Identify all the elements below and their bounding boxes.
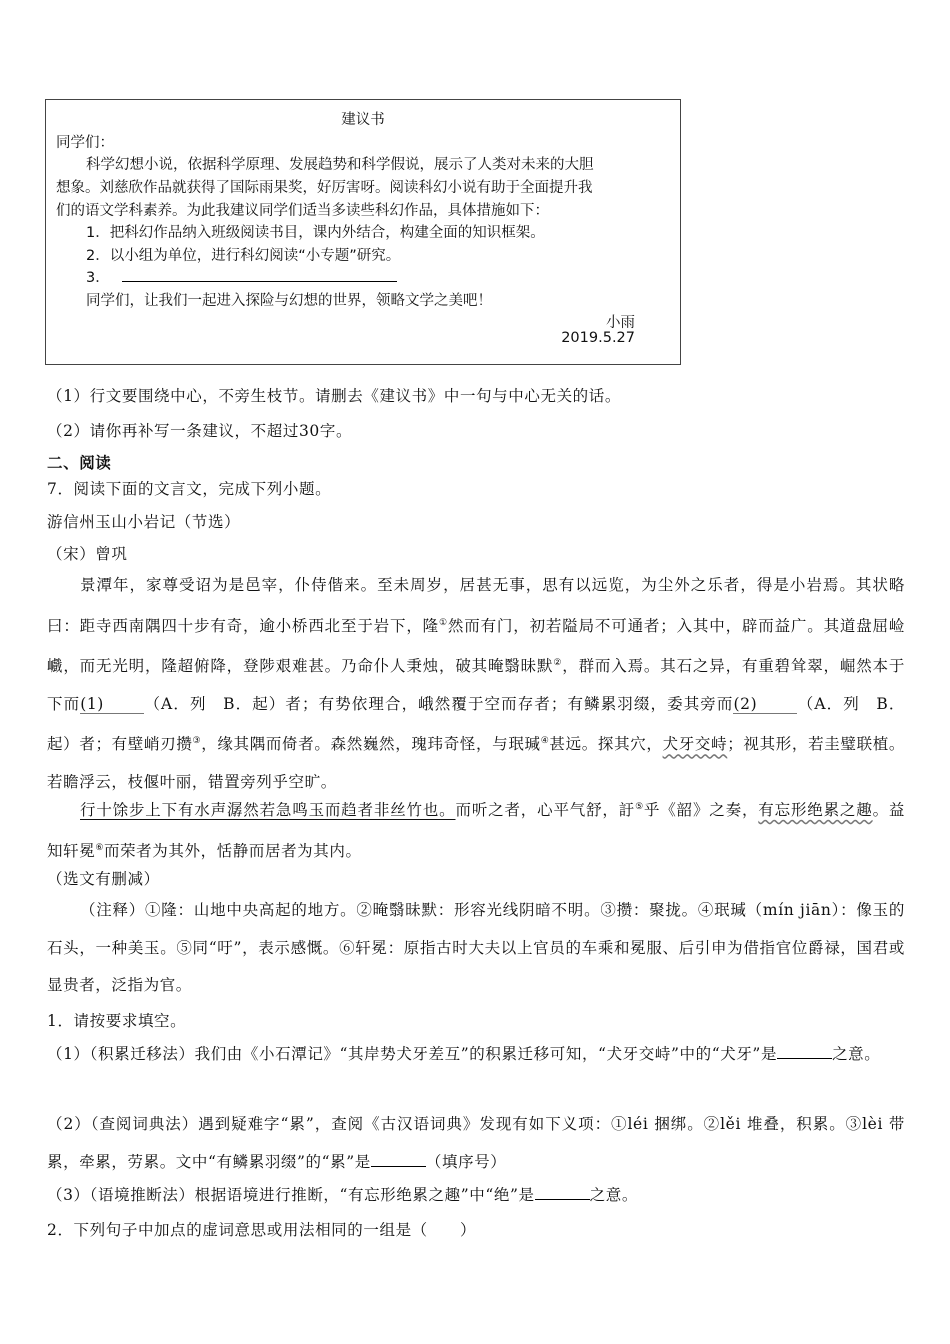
letter-date: 2019.5.27: [561, 330, 635, 346]
letter-item-3: [86, 266, 670, 287]
passage-source: （选文有删减）: [47, 870, 160, 888]
section-heading: 二、阅读: [47, 453, 112, 472]
letter-closing: 同学们，让我们一起进入探险与幻想的世界，领略文学之美吧！: [86, 293, 492, 309]
question-1: 1．请按要求填空。: [47, 1012, 187, 1030]
answer-blank[interactable]: [371, 1152, 426, 1167]
q6-sub2: （2）请你再补写一条建议，不超过30字。: [47, 422, 353, 440]
letter-item-2: 2．以小组为单位，进行科幻阅读“小专题”研究。: [86, 248, 401, 264]
answer-blank[interactable]: [777, 1044, 832, 1059]
passage-title: 游信州玉山小岩记（节选）: [47, 513, 241, 531]
item-3-blank: [122, 267, 397, 282]
passage-paragraph-1: 景潭年，家尊受诏为是邑宰，仆侍偕来。至未周岁，居甚无事，思有以远览，为尘外之乐者，得是小岩焉。其状略曰：距寺西南隅四十步有奇，逾小桥西北至于岩下，隆①然而有门，初若隘局不可通者；入其中，辟而益广。其道盘屈崄巇，而无光明，隆超俯降，登陟艰难甚。乃命仆人秉烛，破其晻翳昧默②，群而入焉。其石之异，有重碧耸翠，崛然本于下而(1) （A．列 B．起）者；有势依理合，峨然覆于空而存者；有鳞累羽缀，委其旁而(2) （A．列 B．起）者；有壁峭刃攒③，缘其隅而倚者。森然巍然，瑰玮奇怪，与珉瑊④甚远。探其穴，犬牙交峙；视其形，若圭璧联植。若瞻浮云，枝偃叶丽，错置旁列乎空旷。: [47, 576, 906, 791]
item-3-number: 3．: [86, 270, 110, 286]
letter-signature: 小雨: [606, 315, 635, 331]
proposal-letter-image: [45, 99, 681, 365]
passage-notes: （注释）①隆：山地中央高起的地方。②晻翳昧默：形容光线阴暗不明。③攒：聚拢。④珉瑊（mín jiān）：像玉的石头，一种美玉。⑤同“吁”，表示感慨。⑥轩冕：原指古时大夫以上官员的车乘和冕服、后引申为借指官位爵禄，国君或显贵者，泛指为官。: [47, 901, 905, 994]
blank-2[interactable]: (2): [733, 695, 797, 714]
q6-sub1: （1）行文要围绕中心，不旁生枝节。请删去《建议书》中一句与中心无关的话。: [47, 387, 621, 405]
question-1-1: （1）（积累迁移法）我们由《小石潭记》“其岸势犬牙差互”的积累迁移可知，“犬牙交峙”中的“犬牙”是 之意。: [47, 1045, 881, 1063]
question-1-2: （2）（查阅词典法）遇到疑难字“累”，查阅《古汉语词典》发现有如下义项：①léi 捆绑。②lěi 堆叠，积累。③lèi 带累，牵累，劳累。文中“有鳞累羽缀”的“累”是 （填序号）: [47, 1115, 905, 1171]
letter-body-line: 们的语文学科素养。为此我建议同学们适当多读些科幻作品，具体措施如下：: [56, 203, 549, 219]
wavy-phrase: 犬牙交峙: [662, 735, 728, 754]
wavy-phrase: 有忘形绝累之趣: [758, 801, 873, 820]
underlined-sentence: 行十馀步上下有水声潺然若急鸣玉而趋者非丝竹也。: [80, 801, 456, 820]
passage-author: （宋）曾巩: [47, 545, 128, 563]
letter-item-1: 1．把科幻作品纳入班级阅读书目，课内外结合，构建全面的知识框架。: [86, 225, 545, 241]
letter-body-line: 想象。刘慈欣作品就获得了国际雨果奖，好厉害呀。阅读科幻小说有助于全面提升我: [56, 180, 593, 196]
q7-prompt: 7．阅读下面的文言文，完成下列小题。: [47, 480, 332, 498]
question-2: 2．下列句子中加点的虚词意思或用法相同的一组是（ ）: [47, 1221, 477, 1239]
letter-title: 建议书: [341, 112, 385, 128]
letter-greeting: 同学们：: [56, 135, 114, 151]
blank-1[interactable]: (1): [80, 695, 144, 714]
answer-blank[interactable]: [535, 1185, 590, 1200]
passage-paragraph-2: 行十馀步上下有水声潺然若急鸣玉而趋者非丝竹也。而听之者，心平气舒，訏⑤乎《韶》之奏，有忘形绝累之趣。益知轩冕⑥而荣者为其外，恬静而居者为其内。: [47, 801, 906, 860]
letter-body-line: 科学幻想小说，依据科学原理、发展趋势和科学假说，展示了人类对未来的大胆: [86, 157, 594, 173]
question-1-3: （3）（语境推断法）根据语境进行推断，“有忘形绝累之趣”中“绝”是 之意。: [47, 1186, 638, 1204]
